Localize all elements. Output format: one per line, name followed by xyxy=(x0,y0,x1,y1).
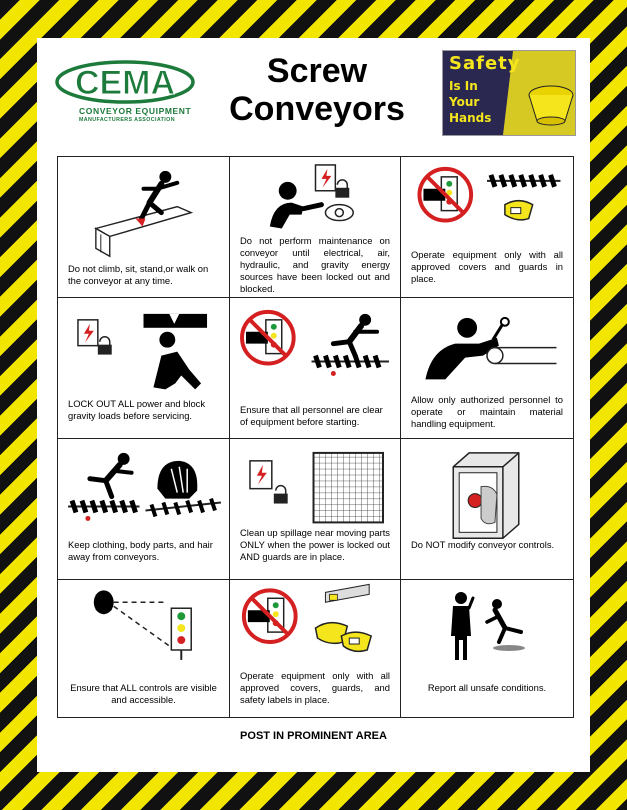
rule-cell xyxy=(230,439,401,580)
badge-word-is-in: Is In xyxy=(449,79,478,93)
rule-cell xyxy=(58,157,230,298)
rule-text: Keep clothing, body parts, and hair away from conveyors. xyxy=(68,539,213,562)
badge-word-safety: Safety xyxy=(449,53,521,74)
rule-cell xyxy=(401,580,573,717)
safety-rules-grid xyxy=(57,156,574,718)
logo-subtitle-line1: CONVEYOR EQUIPMENT xyxy=(79,106,192,116)
safety-poster xyxy=(37,38,590,772)
rule-text: Report all unsafe conditions. xyxy=(427,682,547,693)
safety-badge xyxy=(442,50,576,136)
rule-cell xyxy=(58,580,230,717)
badge-word-your: Your xyxy=(449,95,480,109)
logo-subtitle-line2: MANUFACTURERS ASSOCIATION xyxy=(79,117,175,123)
cema-logo-mark xyxy=(55,60,195,104)
rule-text: Operate equipment only with all approved covers and guards in place. xyxy=(411,249,563,284)
control-box-icon xyxy=(401,439,573,579)
rule-cell xyxy=(58,439,230,580)
rule-cell xyxy=(401,157,573,298)
svg-text:CEMA: CEMA xyxy=(74,64,176,102)
rule-text: Allow only authorized personnel to operate or maintain material handling equipment. xyxy=(411,394,563,429)
rule-text: Ensure that all personnel are clear of equipment before starting. xyxy=(240,404,383,427)
rule-text: Ensure that ALL controls are visible and accessible. xyxy=(70,682,217,705)
poster-footer: POST IN PROMINENT AREA xyxy=(240,730,387,742)
rule-text: Clean up spillage near moving parts ONLY when the power is locked out AND guards are in place. xyxy=(240,527,390,562)
rule-cell xyxy=(230,157,401,298)
rule-cell xyxy=(58,298,230,439)
rule-cell xyxy=(230,580,401,717)
rule-text: Do NOT modify conveyor controls. xyxy=(411,539,555,550)
cema-logo xyxy=(55,60,205,130)
rule-cell xyxy=(401,298,573,439)
report-unsafe-icon xyxy=(401,580,573,717)
rule-text: Do not perform maintenance on conveyor until electrical, air, hydraulic, and gravity energy sources have been locked out and blocked. xyxy=(240,235,390,294)
rule-cell xyxy=(401,439,573,580)
badge-word-hands: Hands xyxy=(449,111,492,125)
rule-cell xyxy=(230,298,401,439)
title-line1: Screw xyxy=(266,52,368,90)
title-line2: Conveyors xyxy=(229,90,405,128)
rule-text: Do not climb, sit, stand,or walk on the conveyor at any time. xyxy=(68,263,209,286)
rule-text: Operate equipment only with all approved covers, guards, and safety labels in place. xyxy=(240,670,390,705)
rule-text: LOCK OUT ALL power and block gravity loads before servicing. xyxy=(68,398,206,421)
poster-title xyxy=(197,52,437,128)
